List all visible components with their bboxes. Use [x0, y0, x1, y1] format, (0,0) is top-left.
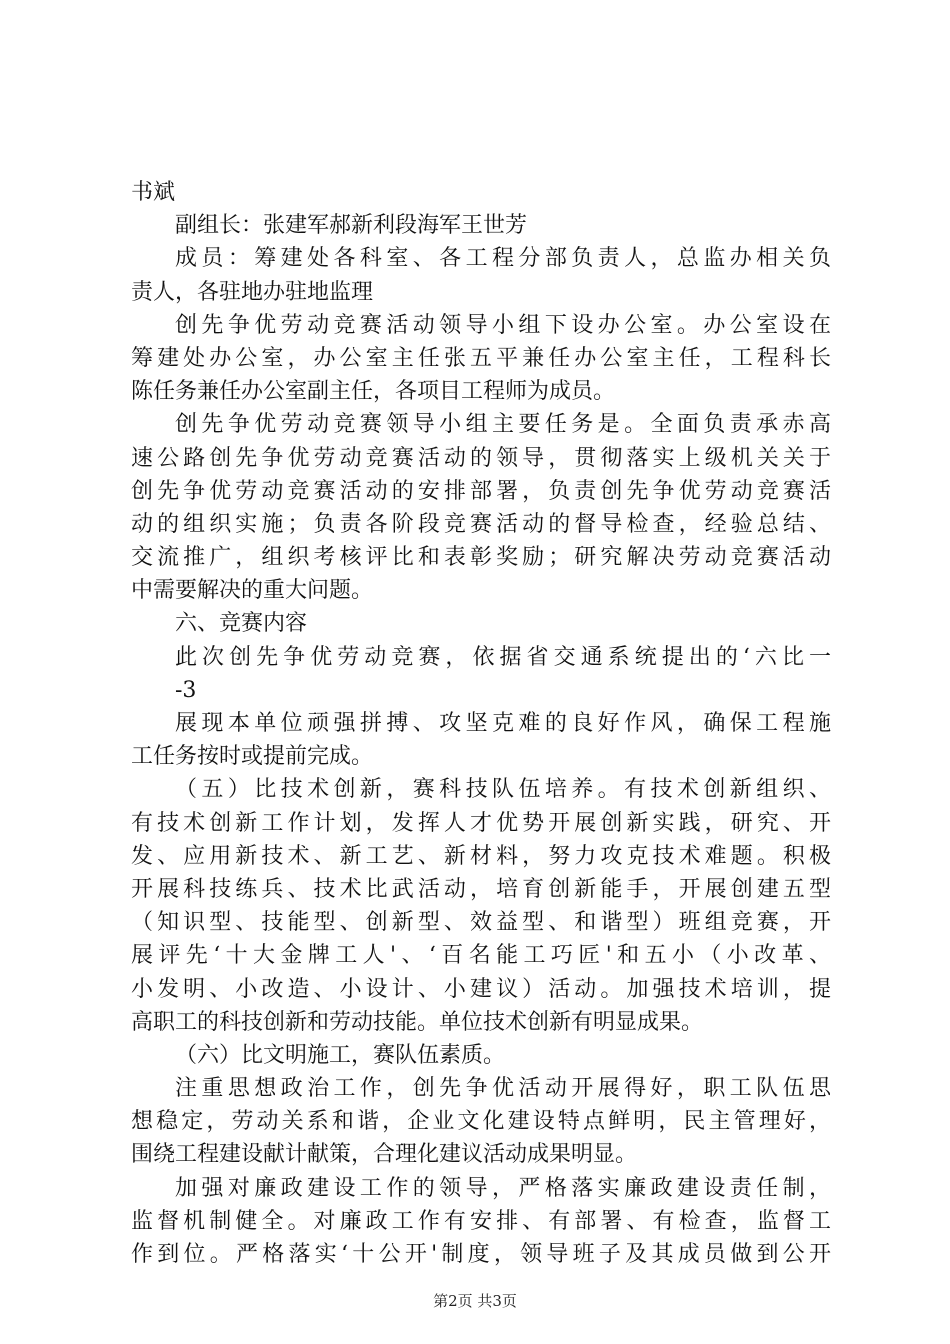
text-line: 交流推广，组织考核评比和表彰奖励；研究解决劳动竞赛活动 — [131, 545, 831, 571]
text-line: -3 — [175, 677, 197, 703]
page-footer: 第2页 共3页 — [433, 1292, 517, 1310]
text-line: 小发明、小改造、小设计、小建议）活动。加强技术培训，提 — [131, 976, 831, 1002]
text-line: 副组长：张建军郝新利段海军王世芳 — [175, 213, 528, 239]
text-line: 工任务按时或提前完成。 — [131, 744, 374, 770]
text-line: 创先争优劳动竞赛活动领导小组下设办公室。办公室设在 — [175, 312, 831, 338]
text-line: 有技术创新工作计划，发挥人才优势开展创新实践，研究、开 — [131, 810, 831, 836]
text-line: 注重思想政治工作，创先争优活动开展得好，职工队伍思 — [175, 1076, 831, 1102]
text-line: 六、竞赛内容 — [175, 611, 308, 637]
text-line: 速公路创先争优劳动竞赛活动的领导，贯彻落实上级机关关于 — [131, 445, 831, 471]
text-line: 开展科技练兵、技术比武活动，培育创新能手，开展创建五型 — [131, 876, 831, 902]
text-line: 展现本单位顽强拼搏、攻坚克难的良好作风，确保工程施 — [175, 711, 831, 736]
text-line: 责人，各驻地办驻地监理 — [131, 279, 374, 305]
text-line: （知识型、技能型、创新型、效益型、和谐型）班组竞赛，开 — [131, 910, 831, 936]
text-line: 加强对廉政建设工作的领导，严格落实廉政建设责任制， — [175, 1175, 831, 1201]
text-line: 作到位。严格落实‘十公开'制度，领导班子及其成员做到公开 — [131, 1242, 831, 1267]
text-line: 书斌 — [131, 180, 176, 205]
text-line: 围绕工程建设献计献策，合理化建议活动成果明显。 — [131, 1142, 638, 1168]
text-line: （六）比文明施工，赛队伍素质。 — [175, 1042, 506, 1068]
text-line: 监督机制健全。对廉政工作有安排、有部署、有检查，监督工 — [131, 1208, 831, 1234]
text-line: 此次创先争优劳动竞赛，依据省交通系统提出的‘六比一 — [175, 644, 831, 670]
text-line: 筹建处办公室，办公室主任张五平兼任办公室主任，工程科长 — [131, 345, 831, 371]
text-line: 高职工的科技创新和劳动技能。单位技术创新有明显成果。 — [131, 1009, 704, 1035]
text-line: 想稳定，劳动关系和谐，企业文化建设特点鲜明，民主管理好， — [131, 1109, 831, 1135]
text-line: 成员：筹建处各科室、各工程分部负责人，总监办相关负 — [175, 246, 831, 272]
text-line: 陈任务兼任办公室副主任，各项目工程师为成员。 — [131, 379, 616, 405]
text-line: 展评先‘十大金牌工人'、‘百名能工巧匠'和五小（小改革、 — [131, 943, 831, 969]
text-line: 创先争优劳动竞赛领导小组主要任务是。全面负责承赤高 — [175, 412, 831, 438]
text-line: （五）比技术创新，赛科技队伍培养。有技术创新组织、 — [175, 777, 831, 803]
document-body — [131, 176, 831, 1271]
text-line: 动的组织实施；负责各阶段竞赛活动的督导检查，经验总结、 — [131, 511, 831, 537]
text-line: 中需要解决的重大问题。 — [131, 578, 374, 604]
text-line: 创先争优劳动竞赛活动的安排部署，负责创先争优劳动竞赛活 — [131, 478, 831, 504]
text-line: 发、应用新技术、新工艺、新材料，努力攻克技术难题。积极 — [131, 843, 831, 869]
